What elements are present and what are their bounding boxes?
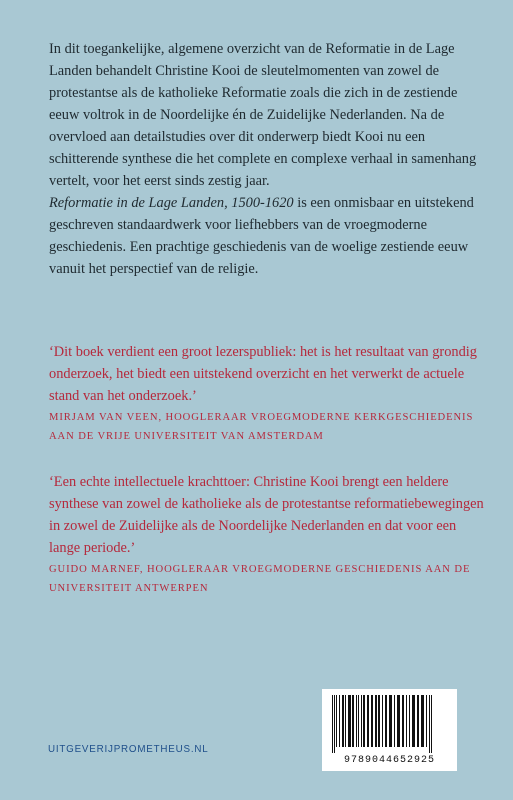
quote-text: ‘Dit boek verdient een groot lezerspubliek: het is het resultaat van grondig onderzoek, het biedt een uitstekend overzicht en het verwerkt de actuele stand van het onderzoek.’ [49,344,477,404]
review-quote [49,471,489,598]
blurb-paragraph-1: In dit toegankelijke, algemene overzicht van de Reformatie in de Lage Landen behandelt Christine Kooi de sleutelmomenten van zowel de protestantse als de katholieke Reformatie zoals die zich in de zestiende eeuw voltrok in de Noordelijke én de Zuidelijke Nederlanden. Na de overvloed aan detailstudies over dit onderwerp biedt Kooi nu een schitterende synthese die het complete en complexe verhaal in samenhang vertelt, voor het eerst sinds zestig jaar. [49,41,477,189]
quote-attribution: GUIDO MARNEF, HOOGLERAAR VROEGMODERNE GESCHIEDENIS AAN DE UNIVERSITEIT ANTWERPEN [49,564,471,594]
barcode-bars [330,695,449,753]
book-title: Reformatie in de Lage Landen, 1500-1620 [49,195,294,211]
barcode [322,689,457,771]
back-cover-blurb [49,38,489,280]
isbn-number: 9789044652925 [343,755,435,766]
quote-text: ‘Een echte intellectuele krachttoer: Christine Kooi brengt een heldere synthese van zowel de katholieke als de protestantse reformatiebewegingen in zowel de Zuidelijke als de Noordelijke Nederlanden en dat voor een lange periode.’ [49,474,484,556]
quote-attribution: MIRJAM VAN VEEN, HOOGLERAAR VROEGMODERNE KERKGESCHIEDENIS AAN DE VRIJE UNIVERSITEIT VAN AMSTERDAM [49,412,474,442]
blurb-paragraph-2-text: is een onmisbaar en uitstekend geschreven standaardwerk voor liefhebbers van de vroegmoderne geschiedenis. Een prachtige geschiedenis van de woelige zestiende eeuw vanuit het perspectief van de religie. [49,195,474,277]
publisher-website: UITGEVERIJPROMETHEUS.NL [48,744,209,755]
blurb-paragraph-2 [49,192,489,280]
review-quote [49,341,489,446]
